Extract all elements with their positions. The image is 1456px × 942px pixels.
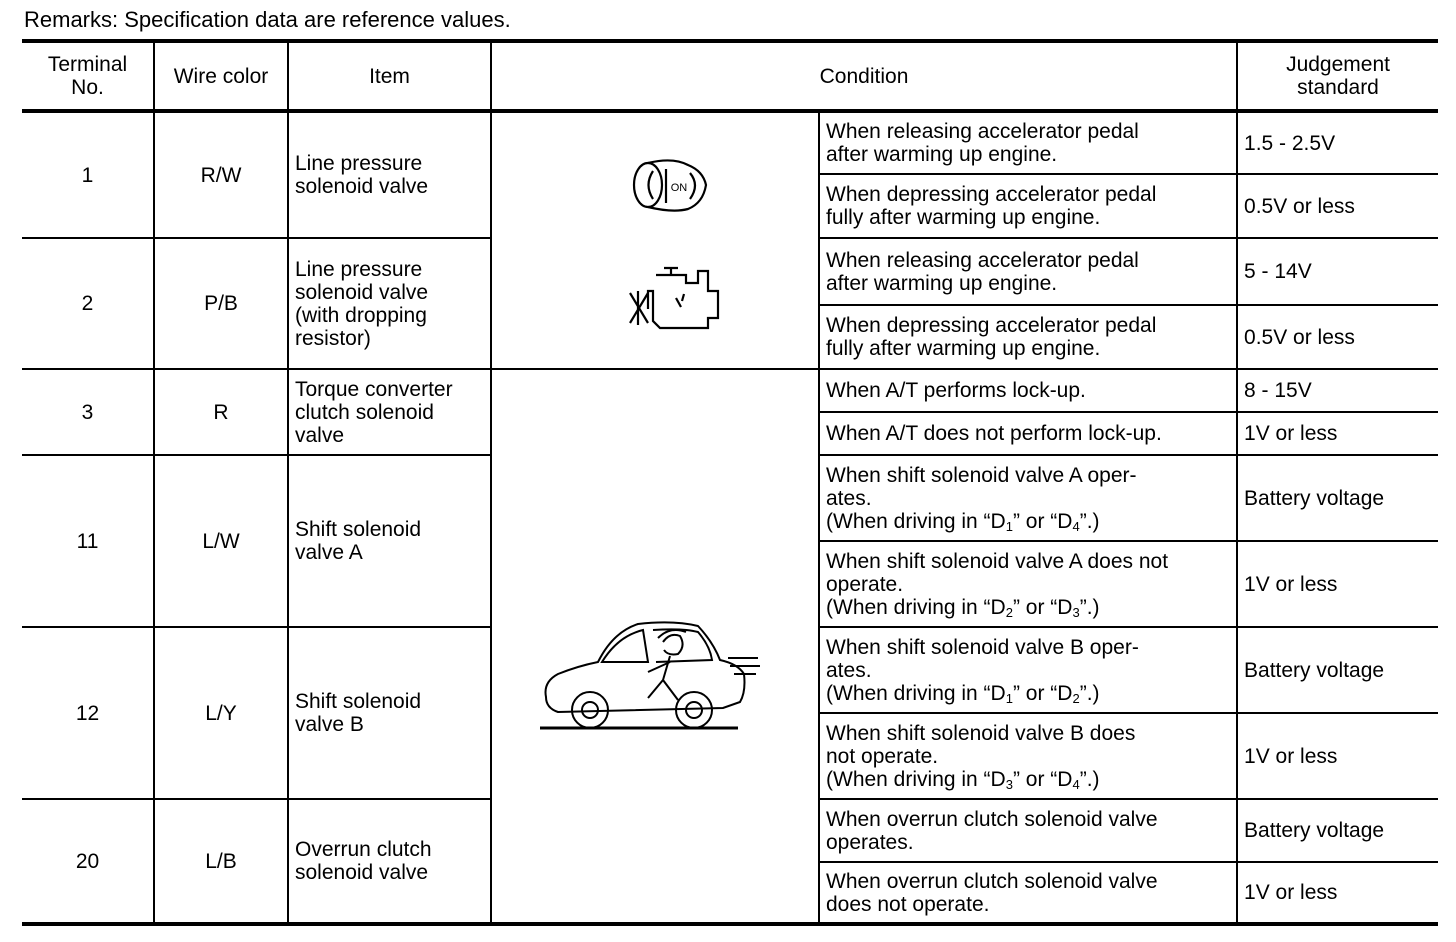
judgement-standard-cell: Battery voltage <box>1237 627 1438 713</box>
condition-cell: When shift solenoid valve B does not operate. (When driving in “$D_3$” or “$D_4$”.) <box>819 713 1237 799</box>
judgement-standard-cell: 1V or less <box>1237 713 1438 799</box>
header-judgement-standard: Judgement standard <box>1237 41 1438 111</box>
condition-cell: When shift solenoid valve A does not operate. (When driving in “$D_2$” or “$D_3$”.) <box>819 541 1237 627</box>
car-driving-icon <box>498 602 826 752</box>
terminal-spec-table <box>22 39 1438 926</box>
terminal-no-cell: 3 <box>22 369 154 455</box>
judgement-standard-cell: Battery voltage <box>1237 799 1438 862</box>
terminal-no-cell: 11 <box>22 455 154 627</box>
judgement-standard-cell: 1V or less <box>1237 541 1438 627</box>
driving-range-note: (When driving in “$D_1$” or “$D_4$”.) <box>826 509 1100 534</box>
terminal-no-cell: 12 <box>22 627 154 799</box>
header-item: Item <box>288 41 491 111</box>
condition-cell: When depressing accelerator pedal fully after warming up engine. <box>819 174 1237 238</box>
wire-color-cell: R <box>154 369 288 455</box>
item-cell: Shift solenoid valve A <box>288 455 491 627</box>
judgement-standard-cell: 1V or less <box>1237 862 1438 924</box>
header-wire-color: Wire color <box>154 41 288 111</box>
wire-color-cell: P/B <box>154 238 288 369</box>
judgement-standard-cell: 5 - 14V <box>1237 238 1438 305</box>
wire-color-cell: L/W <box>154 455 288 627</box>
terminal-no-cell: 1 <box>22 111 154 238</box>
condition-cell: When shift solenoid valve B oper- ates. (When driving in “$D_1$” or “$D_2$”.) <box>819 627 1237 713</box>
condition-cell: When A/T does not perform lock-up. <box>819 412 1237 455</box>
terminal-no-cell: 20 <box>22 799 154 924</box>
condition-cell: When shift solenoid valve A oper- ates. (When driving in “$D_1$” or “$D_4$”.) <box>819 455 1237 541</box>
condition-cell: When releasing accelerator pedal after warming up engine. <box>819 111 1237 174</box>
item-cell: Torque converter clutch solenoid valve <box>288 369 491 455</box>
driving-range-note: (When driving in “$D_3$” or “$D_4$”.) <box>826 767 1100 792</box>
condition-cell: When releasing accelerator pedal after warming up engine. <box>819 238 1237 305</box>
wire-color-cell: R/W <box>154 111 288 238</box>
condition-cell: When overrun clutch solenoid valve does not operate. <box>819 862 1237 924</box>
remarks-note: Remarks: Specification data are reference values. <box>24 7 511 32</box>
car-driving-icon-cell <box>491 369 819 924</box>
wire-color-cell: L/Y <box>154 627 288 799</box>
condition-cell: When depressing accelerator pedal fully after warming up engine. <box>819 305 1237 369</box>
driving-range-note: (When driving in “$D_1$” or “$D_2$”.) <box>826 681 1100 706</box>
judgement-standard-cell: 0.5V or less <box>1237 305 1438 369</box>
ignition-on-label: ON <box>670 182 688 194</box>
judgement-standard-cell: 1V or less <box>1237 412 1438 455</box>
header-terminal-no: Terminal No. <box>22 41 154 111</box>
table-row <box>22 369 1438 412</box>
ignition-key-on-icon <box>498 113 826 363</box>
ignition-engine-icon-cell <box>491 111 819 369</box>
judgement-standard-cell: 0.5V or less <box>1237 174 1438 238</box>
item-cell: Overrun clutch solenoid valve <box>288 799 491 924</box>
condition-cell: When overrun clutch solenoid valve operates. <box>819 799 1237 862</box>
header-row <box>22 41 1438 111</box>
terminal-no-cell: 2 <box>22 238 154 369</box>
wire-color-cell: L/B <box>154 799 288 924</box>
judgement-standard-cell: 8 - 15V <box>1237 369 1438 412</box>
judgement-standard-cell: 1.5 - 2.5V <box>1237 111 1438 174</box>
engine-running-icon <box>630 268 718 328</box>
driving-range-note: (When driving in “$D_2$” or “$D_3$”.) <box>826 595 1100 620</box>
item-cell: Shift solenoid valve B <box>288 627 491 799</box>
table-row <box>22 111 1438 174</box>
header-condition: Condition <box>491 41 1237 111</box>
judgement-standard-cell: Battery voltage <box>1237 455 1438 541</box>
condition-cell: When A/T performs lock-up. <box>819 369 1237 412</box>
item-cell: Line pressure solenoid valve <box>288 111 491 238</box>
item-cell: Line pressure solenoid valve (with dropping resistor) <box>288 238 491 369</box>
